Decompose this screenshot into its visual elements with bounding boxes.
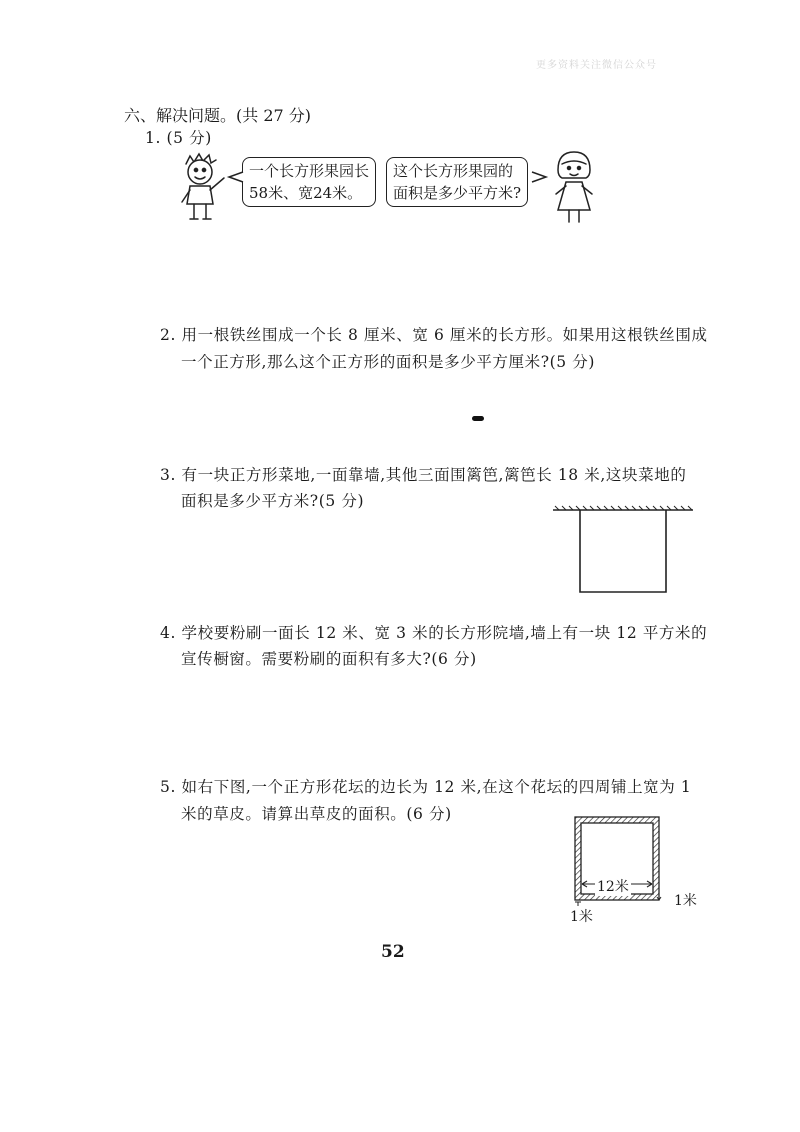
question-1-points: (5 分) [166, 129, 212, 147]
flower-bed-bottom-label: 1米 [570, 909, 593, 925]
question-4-text-1: 学校要粉刷一面长 12 米、宽 3 米的长方形院墙,墙上有一块 12 平方米的 [181, 624, 708, 642]
bubble-girl-line-1: 这个长方形果园的 [393, 162, 514, 180]
question-5-number: 5. [160, 778, 176, 796]
question-3-line-1 [160, 463, 686, 485]
watermark-text: 更多资料关注微信公众号 [536, 60, 657, 71]
flower-bed-side-label: 12米 [595, 876, 631, 896]
question-4-line-1 [160, 621, 707, 643]
bubble-boy-line-1: 一个长方形果园长 [249, 162, 370, 180]
section-title: 六、解决问题。(共 27 分) [124, 106, 312, 125]
bubble-girl-pointer [531, 170, 547, 184]
question-4-number: 4. [160, 624, 176, 642]
question-3-text-1: 有一块正方形菜地,一面靠墙,其他三面围篱笆,篱笆长 18 米,这块菜地的 [181, 466, 687, 484]
ink-spot [472, 416, 484, 421]
bubble-boy-pointer [228, 170, 244, 184]
page-number: 52 [381, 942, 405, 962]
speech-bubble-boy [242, 157, 376, 207]
question-2-text-1: 用一根铁丝围成一个长 8 厘米、宽 6 厘米的长方形。如果用这根铁丝围成 [181, 326, 708, 344]
question-2-line-1 [160, 323, 708, 345]
flower-bed-right-label: 1米 [674, 893, 697, 909]
question-2-text-2: 一个正方形,那么这个正方形的面积是多少平方厘米?(5 分) [181, 353, 596, 371]
question-2-number: 2. [160, 326, 176, 344]
question-1-number: 1. [145, 129, 161, 147]
question-3-text-2: 面积是多少平方米?(5 分) [181, 492, 365, 510]
question-5-text-1: 如右下图,一个正方形花坛的边长为 12 米,在这个花坛的四周铺上宽为 1 [181, 778, 692, 796]
girl-cartoon-icon [548, 148, 600, 228]
question-4-text-2: 宣传橱窗。需要粉刷的面积有多大?(6 分) [181, 650, 477, 668]
question-5-line-1 [160, 775, 691, 797]
boy-cartoon-icon [172, 150, 232, 230]
question-3-number: 3. [160, 466, 176, 484]
speech-bubble-girl [386, 157, 528, 207]
bubble-boy-line-2: 58米、宽24米。 [249, 184, 363, 202]
bubble-girl-line-2: 面积是多少平方米? [393, 184, 522, 202]
question-1-header [145, 126, 212, 148]
fence-wall-figure [553, 506, 695, 596]
question-5-text-2: 米的草皮。请算出草皮的面积。(6 分) [181, 805, 452, 823]
